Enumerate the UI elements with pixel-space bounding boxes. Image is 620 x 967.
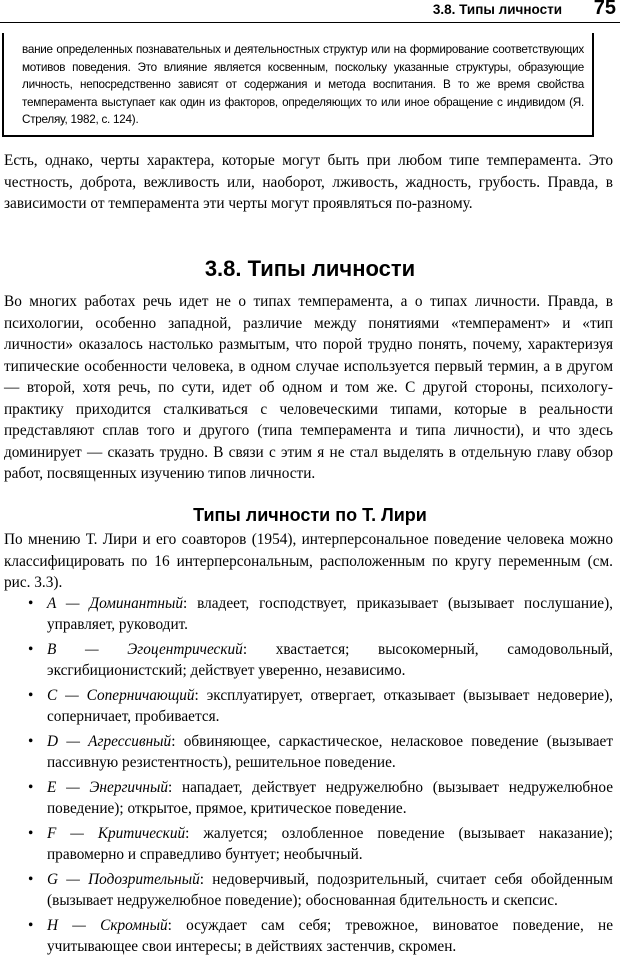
bullet-icon: • — [28, 779, 34, 796]
type-term: H — Скромный — [47, 917, 168, 934]
bullet-icon: • — [28, 641, 34, 658]
type-term: B — Эгоцентрический — [47, 641, 243, 658]
subsection-heading: Типы личности по Т. Лири — [193, 505, 427, 525]
bullet-icon: • — [28, 733, 34, 750]
type-description: : обвиняющее, саркастическое, неласковое поведение (вызывает пассивную резистентность), решительное поведение. — [47, 733, 614, 771]
type-term: F — Критический — [47, 825, 186, 842]
type-description: : осуждает сам себя; тревожное, виноватое поведение, не учитывающее свои интересы; в действиях застенчив, скромен. — [47, 917, 614, 955]
bullet-icon: • — [28, 825, 34, 842]
running-header — [0, 0, 620, 23]
bullet-icon: • — [28, 595, 34, 612]
type-term: E — Энергичный — [47, 779, 168, 796]
type-description: : нападает, действует недружелюбно (вызывает недружелюбное поведение); открытое, прямое, критическое поведение. — [47, 779, 613, 817]
list-item — [0, 686, 613, 727]
type-description: : владеет, господствует, приказывает (вызывает послушание), управляет, руководит. — [47, 595, 613, 633]
bullet-icon: • — [28, 687, 34, 704]
paragraph-leary-intro: По мнению Т. Лири и его соавторов (1954), интерперсональное поведение человека можно классифицировать по 16 интерперсональным, расположенным по кругу переменным (см. рис. 3.3). — [4, 531, 613, 591]
type-description: : хвастается; высокомерный, самодовольный, эксгибиционистский; действует уверенно, независимо. — [47, 641, 613, 679]
list-item — [0, 594, 613, 635]
list-item — [0, 778, 613, 819]
page-number: 75 — [593, 0, 616, 19]
type-term: D — Агрессивный — [47, 733, 172, 750]
type-description: : жалуется; озлобленное поведение (вызывает наказание); правомерно и справедливо бунтует; необычный. — [47, 825, 613, 863]
list-item — [0, 824, 613, 865]
paragraph-character-traits: Есть, однако, черты характера, которые могут быть при любом типе темперамента. Это честность, доброта, вежливость или, наоборот, лживость, жадность, грубость. Правда, в зависимости от темперамента эти черты могут проявляться по-разному. — [4, 152, 613, 212]
paragraph-personality-types: Во многих работах речь идет не о типах темперамента, а о типах личности. Правда, в психологии, особенно западной, различие между понятиями «темперамент» и «тип личности» оказалось настолько размытым, что порой трудно понять, почему, характеризуя типические особенности человека, в одном случае используется первый термин, а в другом — второй, хотя речь, по сути, идет об одном и том же. С другой стороны, психологу-практику приходится сталкиваться с человеческими типами, которые в реальности представляют сплав того и другого (типа темперамента и типа личности), и что здесь доминирует — сказать трудно. В связи с этим я не стал выделять в отдельную главу обзор работ, посвященных изучению типов личности. — [4, 293, 613, 482]
type-description: : эксплуатирует, отвергает, отказывает (вызывает недоверие), соперничает, пробивается. — [47, 687, 613, 725]
type-term: G — Подозрительный — [47, 871, 200, 888]
quote-box: вание определенных познавательных и деятельностных структур или на формирование соответствующих мотивов поведения. Это влияние является косвенным, поскольку указанные структуры, образующие личность, непосредственно зависят от содержания и метода воспитания. В то же время свойства темперамента выступает как один из факторов, определяющих то или иное обращение с индивидом (Я. Стреляу, 1982, с. 124). — [2, 33, 594, 137]
list-item — [0, 640, 613, 681]
list-item — [0, 870, 613, 911]
running-header-section: 3.8. Типы личности — [432, 2, 562, 17]
bullet-icon: • — [28, 917, 34, 934]
personality-types-list — [0, 594, 613, 962]
type-description: : недоверчивый, подозрительный, считает себя обойденным (вызывает недружелюбное поведение); обоснованная бдительность и скепсис. — [47, 871, 613, 909]
type-term: A — Доминантный — [47, 595, 184, 612]
type-term: C — Соперничающий — [47, 687, 195, 704]
bullet-icon: • — [28, 871, 34, 888]
section-heading: 3.8. Типы личности — [204, 256, 416, 281]
list-item — [0, 916, 613, 957]
list-item — [0, 732, 613, 773]
